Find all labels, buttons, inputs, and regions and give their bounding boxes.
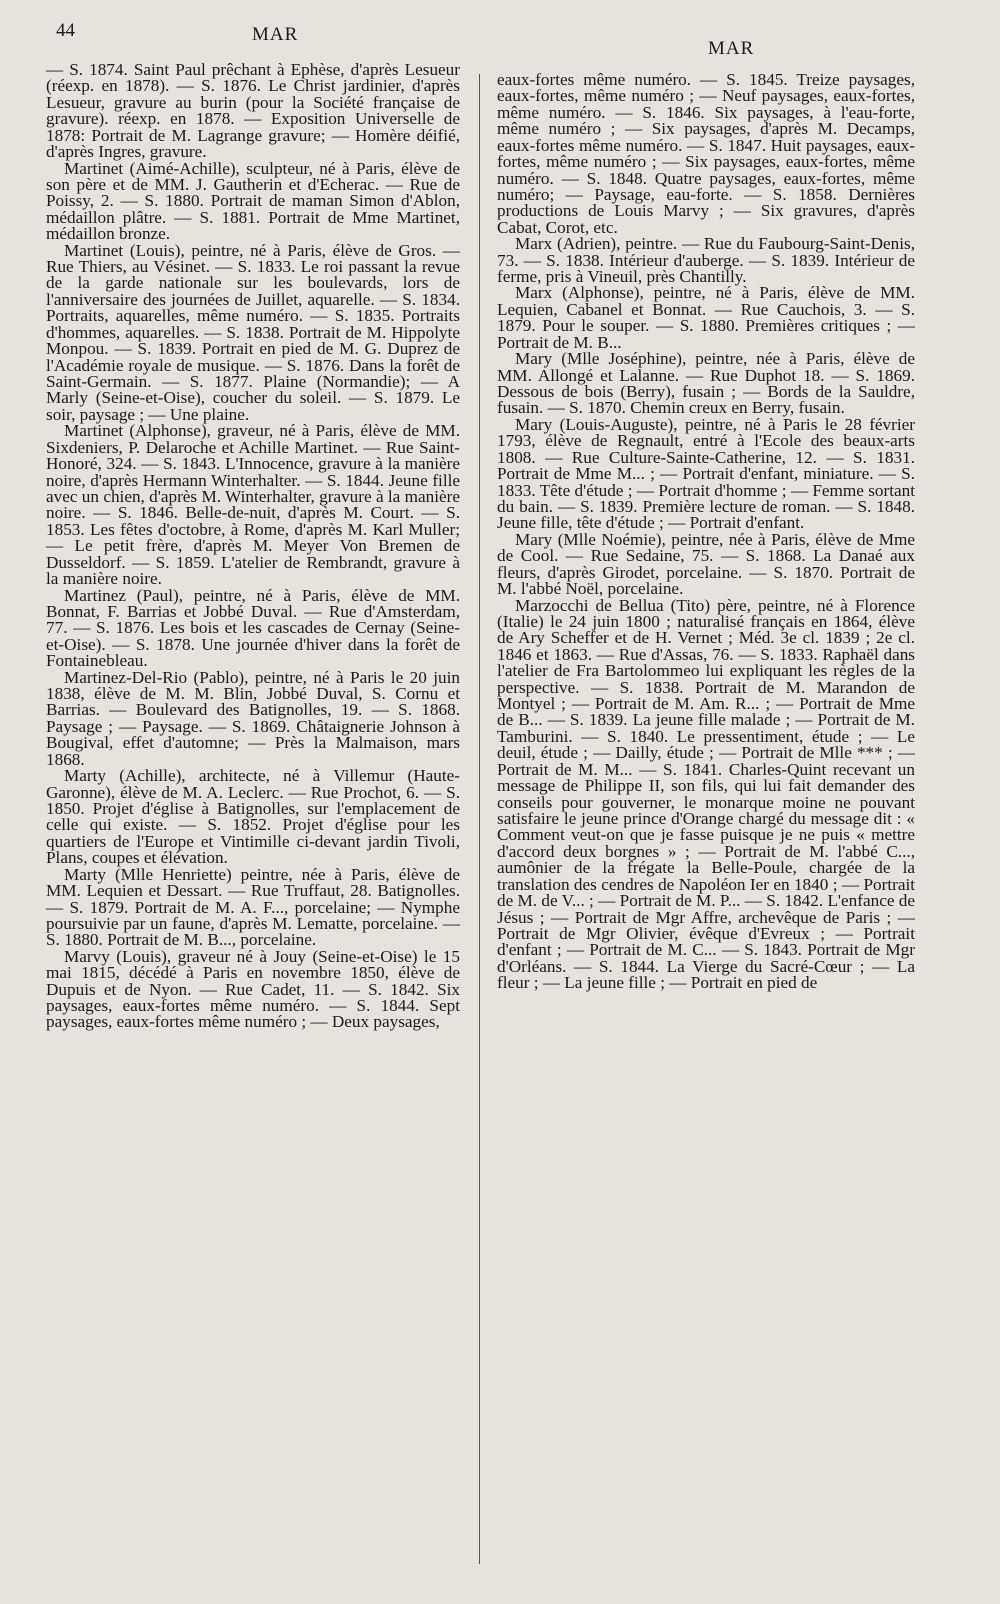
entry-martinez-del-rio: Martinez-Del-Rio (Pablo), peintre, né à Paris le 20 juin 1838, élève de M. M. Blin, Jobbé Duval, S. Cornu et Barrias. — Boulevard des Batignolles, 19. — S. 1868. Paysage ; — Paysage. — S. 1869. Châtaignerie Johnson à Bougival, effet d'automne; — Près la Malmaison, mars 1868. xyxy=(46,667,460,769)
running-header-left: MAR xyxy=(252,24,299,45)
entry-continuation-marvy: eaux-fortes même numéro. — S. 1845. Treize paysages, eaux-fortes, même numéro ; — Neuf paysages, eaux-fortes, même numéro. — S. 1846. Six paysages, à l'eau-forte, même numéro ; — Six paysages, d'après M. Decamps, eaux-fortes même numéro. — S. 1847. Huit paysages, eaux-fortes, même numéro ; — Six paysages, eaux-fortes, même numéro. — S. 1848. Quatre paysages, eaux-fortes, même numéro; — Paysage, eau-forte. — S. 1858. Dernières productions de Louis Marvy ; — Six gravures, d'après Cabat, Corot, etc. xyxy=(497,70,915,237)
entry-martinez-paul: Martinez (Paul), peintre, né à Paris, élève de MM. Bonnat, F. Barrias et Jobbé Duval. — Rue d'Amsterdam, 77. — S. 1876. Les bois et les cascades de Cernay (Seine-et-Oise). — S. 1878. Une journée d'hiver dans la forêt de Fontainebleau. xyxy=(46,585,460,671)
entry-marty-achille: Marty (Achille), architecte, né à Villemur (Haute-Garonne), élève de M. A. Leclerc. — Rue Prochot, 6. — S. 1850. Projet d'église à Batignolles, sur l'emplacement de celle qui existe. — S. 1852. Projet d'église pour les quartiers de l'Europe et Vintimille ci-devant jardin Tivoli, Plans, coupes et élévation. xyxy=(46,766,460,868)
entry-martinet-louis: Martinet (Louis), peintre, né à Paris, élève de Gros. — Rue Thiers, au Vésinet. — S. 1833. Le roi passant la revue de la garde nationale sur les boulevards, lors de l'anniversaire des journées de Juillet, aquarelle. — S. 1834. Portraits, aquarelles, même numéro. — S. 1835. Portraits d'hommes, aquarelles. — S. 1838. Portrait de M. Hippolyte Monpou. — S. 1839. Portrait en pied de M. G. Duprez de l'Académie royale de musique. — S. 1876. Dans la forêt de Saint-Germain. — S. 1877. Plaine (Normandie); — A Marly (Seine-et-Oise), coucher du soleil. — S. 1879. Le soir, paysage ; — Une plaine. xyxy=(46,240,460,424)
column-divider xyxy=(479,74,480,1564)
page-number: 44 xyxy=(56,20,75,41)
entry-marx-adrien: Marx (Adrien), peintre. — Rue du Faubourg-Saint-Denis, 73. — S. 1838. Intérieur d'auberge. — S. 1839. Intérieur de ferme, pris à Vineuil, près Chantilly. xyxy=(497,234,915,287)
entry-continuation: — S. 1874. Saint Paul prêchant à Ephèse, d'après Lesueur (réexp. en 1878). — S. 1876. Le Christ jardinier, d'après Lesueur, gravure au burin (pour la Société française de gravure). réexp. en 1878. — Exposition Universelle de 1878: Portrait de M. Lagrange gravure; — Homère déifié, d'après Ingres, gravure. xyxy=(46,60,460,162)
entry-martinet-aime-achille: Martinet (Aimé-Achille), sculpteur, né à Paris, élève de son père et de MM. J. Gautherin et d'Echerac. — Rue de Poissy, 2. — S. 1880. Portrait de maman Simon d'Ablon, médaillon plâtre. — S. 1881. Portrait de Mme Martinet, médaillon bronze. xyxy=(46,158,460,244)
right-column xyxy=(497,72,915,992)
entry-marzocchi-de-bellua: Marzocchi de Bellua (Tito) père, peintre, né à Florence (Italie) le 24 juin 1800 ; naturalisé français en 1864, élève de Ary Scheffer et de H. Vernet ; Méd. 3e cl. 1839 ; 2e cl. 1846 et 1863. — Rue d'Assas, 76. — S. 1833. Raphaël dans l'atelier de Fra Bartolommeo lui expliquant les règles de la perspective. — S. 1838. Portrait de M. Marandon de Montyel ; — Portrait de M. Am. R... ; — Portrait de Mme de B... — S. 1839. La jeune fille malade ; — Portrait de M. Tamburini. — S. 1840. Le pressentiment, étude ; — Le deuil, étude ; — Dailly, étude ; — Portrait de Mlle *** ; — Portrait de M. M... — S. 1841. Charles-Quint recevant un message de Philippe II, son fils, qui lui fait demander des conseils pour gouverner, le monarque moine ne pouvant satisfaire le jeune prince d'Orange chargé du message dit : « Comment veut-on que je fasse puisque je ne puis « mettre d'accord deux borgnes » ; — Portrait de M. l'abbé C..., aumônier de la frégate la Belle-Poule, chargée de la translation des cendres de Napoléon Ier en 1840 ; — Portrait de M. de V... ; — Portrait de M. P... — S. 1842. L'enfance de Jésus ; — Portrait de Mgr Affre, archevêque de Paris ; — Portrait de Mgr Olivier, évêque d'Evreux ; — Portrait d'enfant ; — Portrait de M. C... — S. 1843. Portrait de Mgr d'Orléans. — S. 1844. La Vierge du Sacré-Cœur ; — La fleur ; — La jeune fille ; — Portrait en pied de xyxy=(497,595,915,993)
entry-mary-louis-auguste: Mary (Louis-Auguste), peintre, né à Paris le 28 février 1793, élève de Regnault, entré à l'Ecole des beaux-arts 1808. — Rue Culture-Sainte-Catherine, 12. — S. 1831. Portrait de Mme M... ; — Portrait d'enfant, miniature. — S. 1833. Tête d'étude ; — Portrait d'homme ; — Femme sortant du bain. — S. 1839. Première lecture de roman. — S. 1848. Jeune fille, tête d'étude ; — Portrait d'enfant. xyxy=(497,414,915,533)
entry-marty-henriette: Marty (Mlle Henriette) peintre, née à Paris, élève de MM. Lequien et Dessart. — Rue Truffaut, 28. Batignolles. — S. 1879. Portrait de M. A. F..., porcelaine; — Nymphe poursuivie par un faune, d'après M. Lematte, porcelaine. — S. 1880. Portrait de M. B..., porcelaine. xyxy=(46,864,460,950)
left-column xyxy=(46,62,460,1031)
entry-martinet-alphonse: Martinet (Alphonse), graveur, né à Paris, élève de MM. Sixdeniers, P. Delaroche et Achille Martinet. — Rue Saint-Honoré, 324. — S. 1843. L'Innocence, gravure à la manière noire, d'après Hermann Winterhalter. — S. 1844. Jeune fille avec un chien, d'après M. Winterhalter, gravure à la manière noire. — S. 1846. Belle-de-nuit, d'après M. Court. — S. 1853. Les fêtes d'octobre, à Rome, d'après M. Karl Muller; — Le petit frère, d'après M. Meyer Von Bremen de Dusseldorf. — S. 1859. L'atelier de Rembrandt, gravure à la manière noire. xyxy=(46,421,460,589)
entry-marx-alphonse: Marx (Alphonse), peintre, né à Paris, élève de MM. Lequien, Cabanel et Bonnat. — Rue Cauchois, 3. — S. 1879. Pour le souper. — S. 1880. Premières critiques ; — Portrait de M. B... xyxy=(497,283,915,352)
entry-mary-josephine: Mary (Mlle Joséphine), peintre, née à Paris, élève de MM. Allongé et Lalanne. — Rue Duphot 18. — S. 1869. Dessous de bois (Berry), fusain ; — Bords de la Sauldre, fusain. — S. 1870. Chemin creux en Berry, fusain. xyxy=(497,349,915,418)
entry-mary-noemie: Mary (Mlle Noémie), peintre, née à Paris, élève de Mme de Cool. — Rue Sedaine, 75. — S. 1868. La Danaé aux fleurs, d'après Girodet, porcelaine. — S. 1870. Portrait de M. l'abbé Noël, porcelaine. xyxy=(497,529,915,599)
running-header-right: MAR xyxy=(708,38,755,59)
entry-marvy-louis: Marvy (Louis), graveur né à Jouy (Seine-et-Oise) le 15 mai 1815, décédé à Paris en novembre 1850, élève de Dupuis et de Nyon. — Rue Cadet, 11. — S. 1842. Six paysages, eaux-fortes même numéro. — S. 1844. Sept paysages, eaux-fortes même numéro ; — Deux paysages, xyxy=(46,946,460,1032)
